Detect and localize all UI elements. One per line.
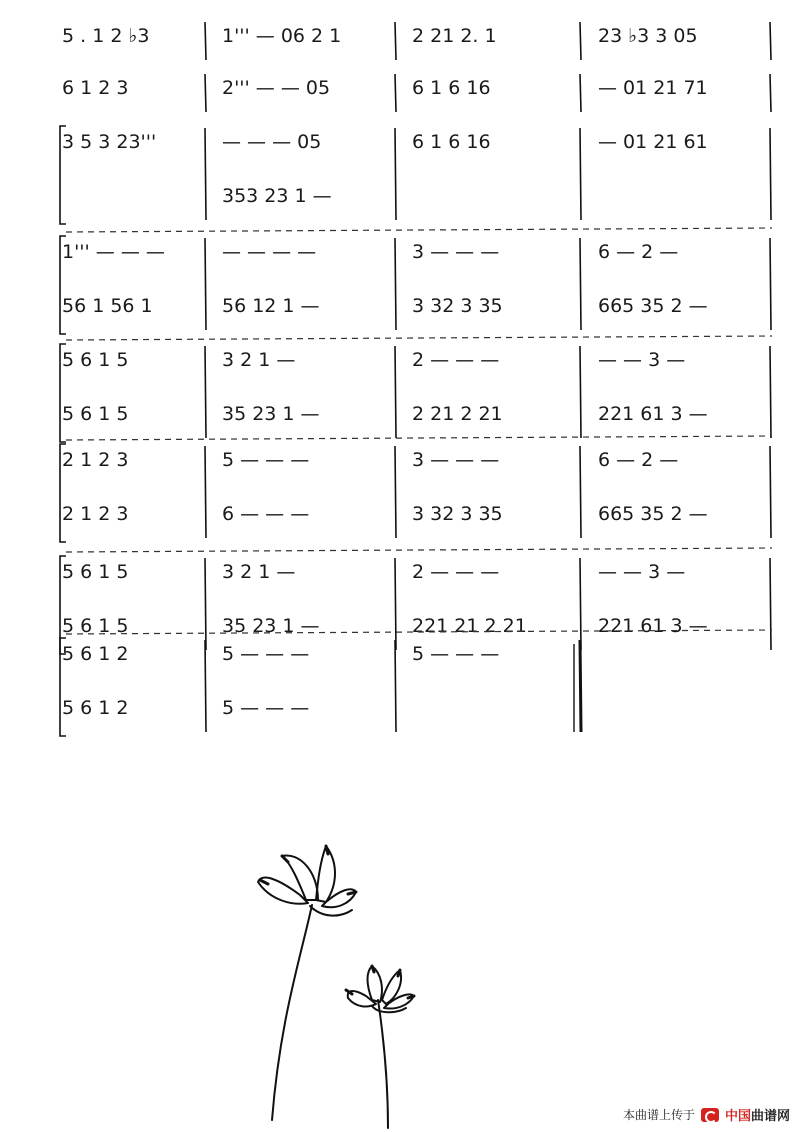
barline — [395, 446, 396, 538]
barline — [395, 74, 396, 112]
measure-notes: 3 32 3 35 — [412, 295, 503, 317]
measure-notes: 5 . 1 2 ♭3 — [62, 25, 150, 47]
measure-notes: 6 1 6 16 — [412, 77, 491, 99]
site-brand[interactable] — [725, 1105, 790, 1124]
barline — [205, 558, 206, 650]
measure-notes: 665 35 2 — — [598, 503, 708, 525]
measure-notes: 56 12 1 — — [222, 295, 320, 317]
measure-notes: 2 21 2 21 — [412, 403, 503, 425]
barline — [395, 558, 396, 650]
measure-notes: 221 61 3 — — [598, 615, 708, 637]
barline — [395, 128, 396, 220]
system-tie-line — [66, 548, 772, 552]
measure-notes: 5 6 1 5 — [62, 403, 129, 425]
measure-notes: — 01 21 71 — [598, 77, 708, 99]
site-logo-icon — [701, 1108, 719, 1122]
measure-notes: 665 35 2 — — [598, 295, 708, 317]
measure-notes: — — 3 — — [598, 349, 686, 371]
measure-notes: 2 — — — — [412, 349, 500, 371]
barline — [770, 128, 771, 220]
barline — [205, 238, 206, 330]
measure-notes: — — — — — [222, 241, 317, 263]
barline — [395, 238, 396, 330]
barline — [395, 22, 396, 60]
system-tie-line — [66, 436, 772, 440]
barline — [580, 640, 581, 732]
barline — [770, 558, 771, 650]
measure-notes: 5 — — — — [222, 643, 310, 665]
measure-notes: 3 2 1 — — [222, 349, 296, 371]
upload-text: 本曲谱上传于 — [622, 1108, 695, 1122]
measure-notes: 6 — 2 — — [598, 449, 679, 471]
barline — [580, 558, 581, 650]
measure-notes: — — 3 — — [598, 561, 686, 583]
measure-notes: 1''' — — — — [62, 241, 165, 263]
measure-notes: 353 23 1 — — [222, 185, 332, 207]
barline — [580, 128, 581, 220]
measure-notes: 23 ♭3 3 05 — [598, 25, 698, 47]
measure-notes: 35 23 1 — — [222, 615, 320, 637]
barline — [205, 74, 206, 112]
barline — [770, 446, 771, 538]
barline — [205, 128, 206, 220]
measure-notes: 5 — — — — [412, 643, 500, 665]
measure-notes: 2 — — — — [412, 561, 500, 583]
measure-notes: 221 61 3 — — [598, 403, 708, 425]
barline — [770, 238, 771, 330]
measure-notes: 2''' — — 05 — [222, 77, 331, 99]
barline — [580, 238, 581, 330]
measure-notes: 6 1 6 16 — [412, 131, 491, 153]
measure-notes: 221 21 2 21 — [412, 615, 527, 637]
barline — [770, 22, 771, 60]
brand-part-1: 中国 — [724, 1109, 751, 1124]
measure-notes: 5 — — — — [222, 697, 310, 719]
measure-notes: 1''' — 06 2 1 — [222, 25, 342, 47]
measure-notes: 5 6 1 5 — [62, 615, 129, 637]
measure-notes: 6 — — — — [222, 503, 310, 525]
barline — [205, 640, 206, 732]
measure-notes: 2 1 2 3 — [62, 503, 129, 525]
measure-notes: 3 5 3 23''' — [62, 131, 157, 153]
measure-notes: 2 21 2. 1 — [412, 25, 497, 47]
measure-notes: 6 1 2 3 — [62, 77, 129, 99]
barline — [770, 74, 771, 112]
measure-notes: 6 — 2 — — [598, 241, 679, 263]
measure-notes: 5 6 1 5 — [62, 561, 129, 583]
measure-notes: 35 23 1 — — [222, 403, 320, 425]
measure-notes: 3 32 3 35 — [412, 503, 503, 525]
measure-notes: 56 1 56 1 — [62, 295, 153, 317]
measure-notes: 3 — — — — [412, 449, 500, 471]
brand-part-2: 曲谱网 — [750, 1109, 790, 1124]
measure-notes: 2 1 2 3 — [62, 449, 129, 471]
barline — [580, 446, 581, 538]
barline — [770, 346, 771, 438]
measure-notes: 5 6 1 2 — [62, 697, 129, 719]
barline — [205, 22, 206, 60]
system-tie-line — [66, 228, 772, 232]
measure-notes: 5 — — — — [222, 449, 310, 471]
measure-notes: 3 2 1 — — [222, 561, 296, 583]
footer-credit — [623, 1105, 790, 1124]
measure-notes: — 01 21 61 — [598, 131, 708, 153]
system-tie-line — [66, 336, 772, 340]
barline — [205, 346, 206, 438]
barline — [395, 346, 396, 438]
barline — [580, 22, 581, 60]
lotus-flowers-icon — [258, 846, 414, 1128]
barline — [395, 640, 396, 732]
barline — [205, 446, 206, 538]
measure-notes: — — — 05 — [222, 131, 322, 153]
measure-notes: 3 — — — — [412, 241, 500, 263]
barline — [580, 74, 581, 112]
score — [60, 22, 772, 736]
barline — [580, 346, 581, 438]
measure-notes: 5 6 1 5 — [62, 349, 129, 371]
measure-notes: 5 6 1 2 — [62, 643, 129, 665]
